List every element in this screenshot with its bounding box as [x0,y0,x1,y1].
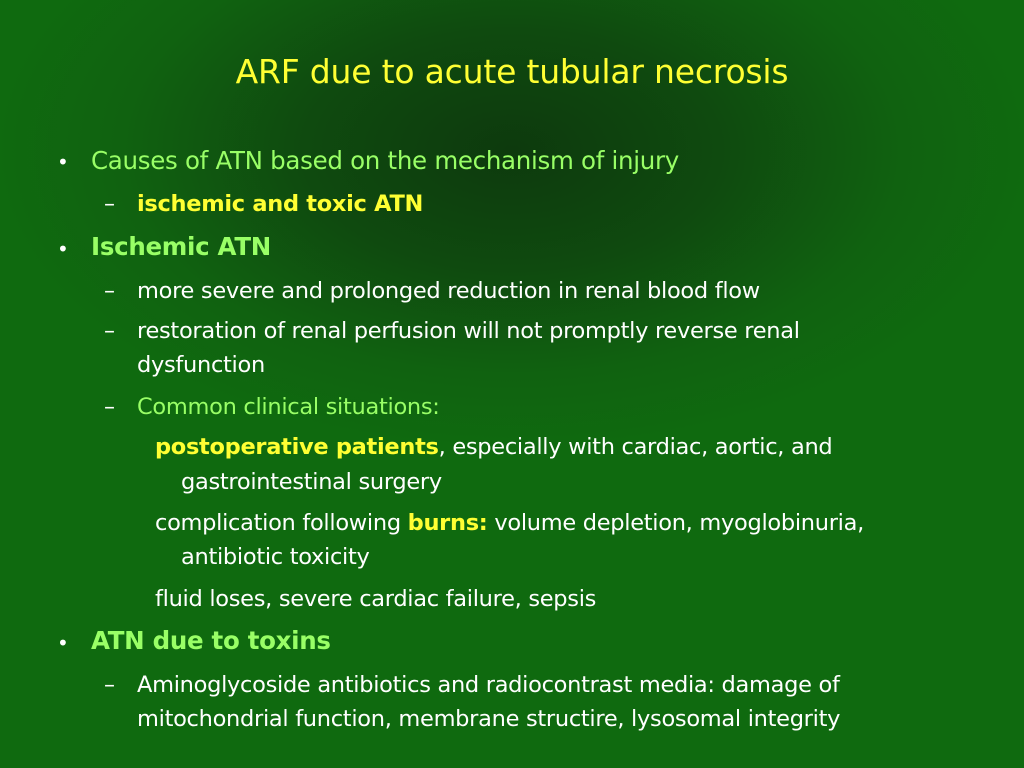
item-burns-bold: burns: [407,510,488,536]
bullet-icon: • [57,150,69,174]
sub-ischemic-and-toxic: ischemic and toxic ATN [137,191,424,217]
bullet-icon: • [57,237,69,261]
bullet-atn-toxins: ATN due to toxins [91,626,331,655]
sub-aminoglycoside-line1: Aminoglycoside antibiotics and radiocontrast media: damage of [137,672,840,698]
dash-icon: – [104,673,115,698]
bullet-causes-of-atn: Causes of ATN based on the mechanism of injury [91,146,679,175]
item-burns-pre: complication following [155,510,408,536]
item-burns-line2: antibiotic toxicity [181,544,370,570]
dash-icon: – [104,395,115,420]
item-postoperative-rest: , especially with cardiac, aortic, and [438,434,833,460]
item-postoperative-line2: gastrointestinal surgery [181,469,442,495]
item-burns-line1 [155,510,864,536]
sub-aminoglycoside-line2: mitochondrial function, membrane structire, lysosomal integrity [137,706,841,732]
sub-reduction-blood-flow: more severe and prolonged reduction in renal blood flow [137,278,760,304]
dash-icon: – [104,319,115,344]
sub-restoration-line1: restoration of renal perfusion will not promptly reverse renal [137,318,800,344]
sub-common-clinical: Common clinical situations: [137,394,440,420]
item-postoperative-line1 [155,434,832,460]
slide-title: ARF due to acute tubular necrosis [235,52,789,91]
bullet-icon: • [57,631,69,655]
dash-icon: – [104,192,115,217]
bullet-ischemic-atn: Ischemic ATN [91,232,271,261]
sub-restoration-line2: dysfunction [137,352,265,378]
item-fluid-loses: fluid loses, severe cardiac failure, sepsis [155,586,597,612]
item-postoperative-bold: postoperative patients [155,434,439,460]
dash-icon: – [104,279,115,304]
item-burns-rest: volume depletion, myoglobinuria, [487,510,864,536]
